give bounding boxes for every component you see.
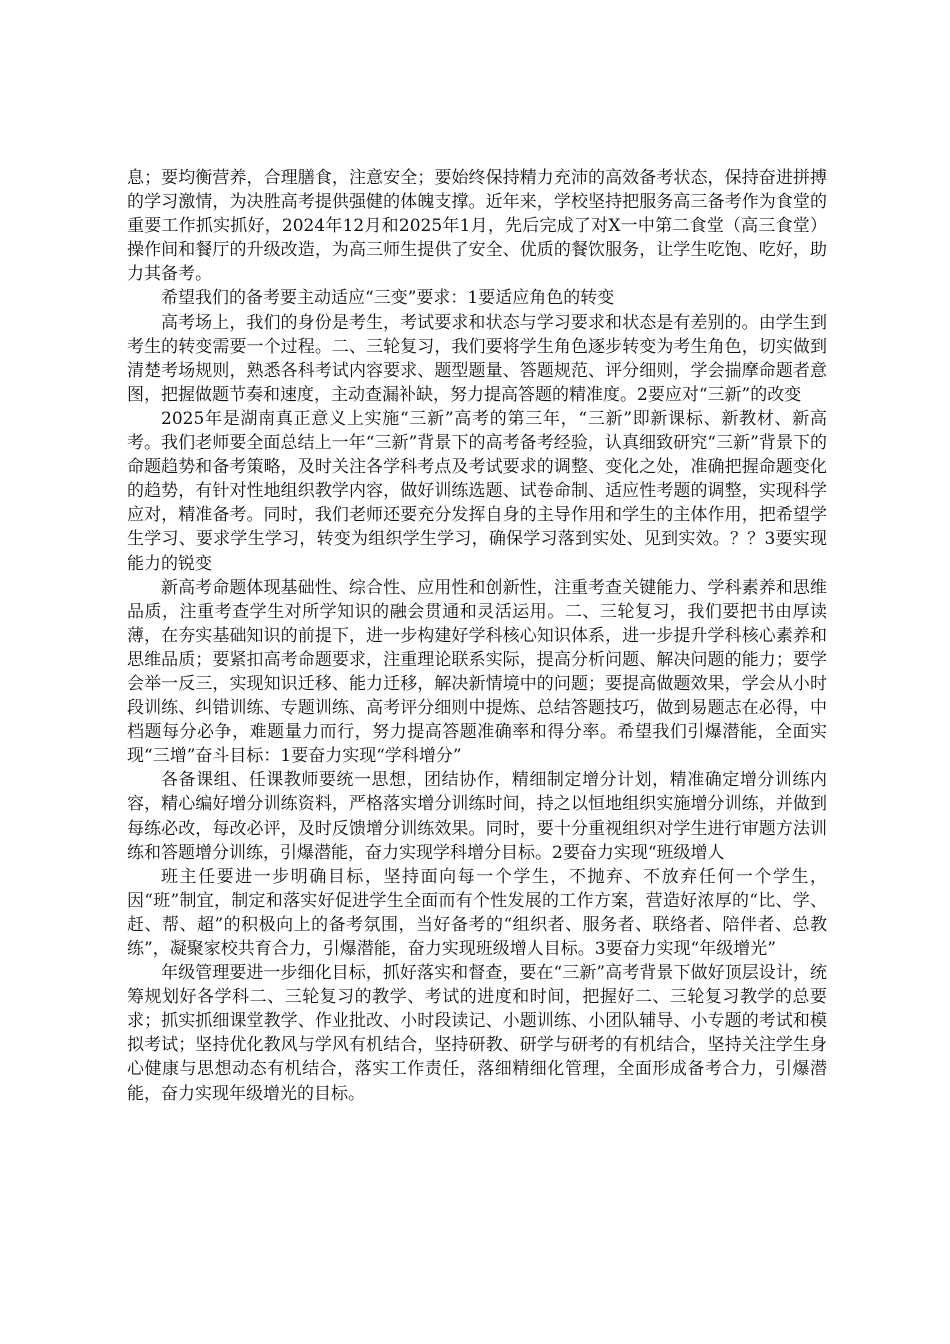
paragraph-continued: 息；要均衡营养，合理膳食，注意安全；要始终保持精力充沛的高效备考状态，保持奋进拼搏的学习激情，为决胜高考提供强健的体魄支撑。近年来，学校坚持把服务高三备考作为食堂的重要工作抓实抓好，2024年12月和2025年1月，先后完成了对X一中第二食堂（高三食堂）操作间和餐厅的升级改造，为高三师生提供了安全、优质的餐饮服务，让学生吃饱、吃好，助力其备考。 — [127, 168, 827, 285]
paragraph-class-growth: 班主任要进一步明确目标，坚持面向每一个学生，不抛弃、不放弃任何一个学生，因“班”制宜，制定和落实好促进学生全面而有个性发展的工作方案，营造好浓厚的“比、学、赶、帮、超”的积极向上的备考氛围，当好备考的“组织者、服务者、联络者、陪伴者、总教练”，凝聚家校共育合力，引爆潜能，奋力实现班级增人目标。3要奋力实现“年级增光” — [127, 866, 827, 959]
document-body — [127, 166, 827, 1106]
paragraph-three-changes: 希望我们的备考要主动适应“三变”要求：1要适应角色的转变 — [161, 288, 615, 309]
paragraph-ability-change: 新高考命题体现基础性、综合性、应用性和创新性，注重考查关键能力、学科素养和思维品质，注重考查学生对所学知识的融会贯通和灵活运用。二、三轮复习，我们要把书由厚读薄，在夯实基础知识的前提下，进一步构建好学科核心知识体系，进一步提升学科核心素养和思维品质；要紧扣高考命题要求，注重理论联系实际，提高分析问题、解决问题的能力；要学会举一反三，实现知识迁移、能力迁移，解决新情境中的问题；要提高做题效果，学会从小时段训练、纠错训练、专题训练、高考评分细则中提炼、总结答题技巧，做到易题志在必得，中档题每分必争，难题量力而行，努力提高答题准确率和得分率。希望我们引爆潜能，全面实现“三增”奋斗目标：1要奋力实现“学科增分” — [127, 577, 827, 767]
paragraph-three-new: 2025年是湖南真正意义上实施“三新”高考的第三年，“三新”即新课标、新教材、新高考。我们老师要全面总结上一年“三新”背景下的高考备考经验，认真细致研究“三新”背景下的命题趋势和备考策略，及时关注各学科考点及考试要求的调整、变化之处，准确把握命题变化的趋势，有针对性地组织教学内容，做好训练选题、试卷命制、适应性考题的调整，实现科学应对，精准备考。同时，我们老师还要充分发挥自身的主导作用和学生的主体作用，把希望学生学习、要求学生学习，转变为组织学生学习，确保学习落到实处、见到实效。？？3要实现能力的锐变 — [127, 408, 827, 574]
paragraph-subject-score: 各备课组、任课教师要统一思想，团结协作，精细制定增分计划，精准确定增分训练内容，精心编好增分训练资料，严格落实增分训练时间，持之以恒地组织实施增分训练，并做到每练必改，每改必评，及时反馈增分训练效果。同时，要十分重视组织对学生进行审题方法训练和答题增分训练，引爆潜能，奋力实现学科增分目标。2要奋力实现“班级增人 — [127, 770, 827, 863]
paragraph-role-change: 高考场上，我们的身份是考生，考试要求和状态与学习要求和状态是有差别的。由学生到考生的转变需要一个过程。二、三轮复习，我们要将学生角色逐步转变为考生角色，切实做到清楚考场规则，熟悉各科考试内容要求、题型题量、答题规范、评分细则，学会揣摩命题者意图，把握做题节奏和速度，主动查漏补缺，努力提高答题的精准度。2要应对“三新”的改变 — [127, 312, 827, 405]
paragraph-grade-honor: 年级管理要进一步细化目标，抓好落实和督查，要在“三新”高考背景下做好顶层设计，统筹规划好各学科二、三轮复习的教学、考试的进度和时间，把握好二、三轮复习教学的总要求；抓实抓细课堂教学、作业批改、小时段读记、小题训练、小团队辅导、小专题的考试和模拟考试；坚持优化教风与学风有机结合，坚持研教、研学与研考的有机结合，坚持关注学生身心健康与思想动态有机结合，落实工作责任，落细精细化管理，全面形成备考合力，引爆潜能，奋力实现年级增光的目标。 — [127, 963, 827, 1104]
